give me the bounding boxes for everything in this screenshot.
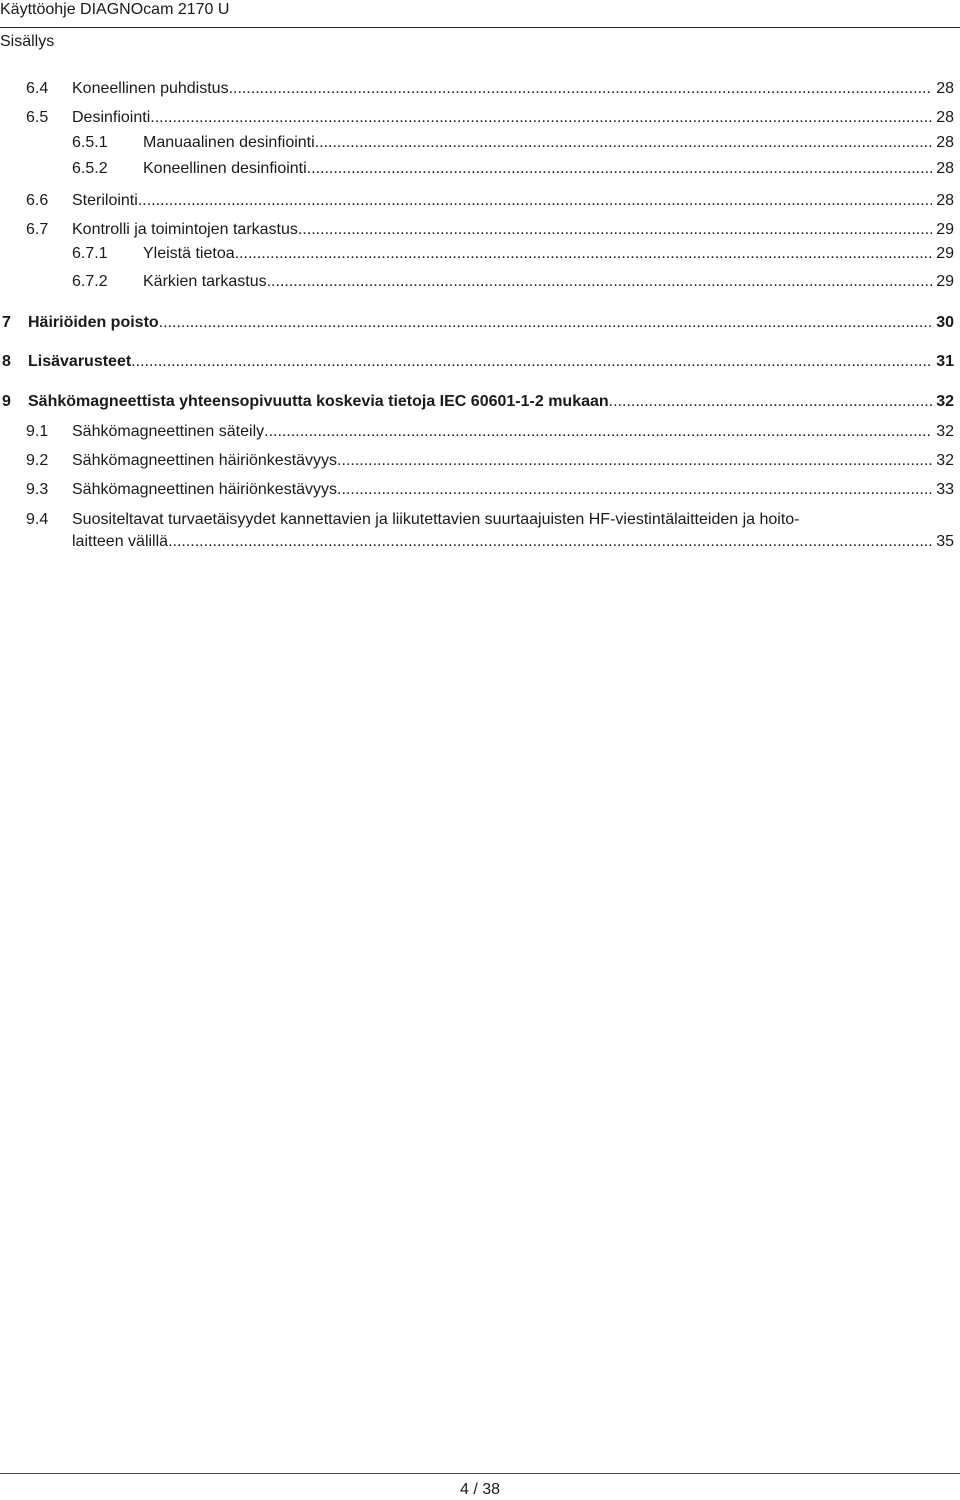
- toc-entry-number: 6.7: [26, 221, 49, 238]
- toc-entry-page: 29: [936, 273, 954, 290]
- footer-divider: [0, 1473, 960, 1474]
- toc-entry-page: 33: [936, 481, 954, 498]
- toc-entry-page: 32: [936, 393, 954, 410]
- toc-entry-page: 31: [936, 353, 954, 370]
- toc-entry-number: 8: [2, 353, 11, 370]
- toc-entry-number: 9.2: [26, 452, 49, 469]
- toc-entry-title: Koneellinen puhdistus: [72, 80, 229, 97]
- toc-entry[interactable]: [72, 532, 954, 552]
- toc-entry-title: Desinfiointi: [72, 109, 151, 126]
- toc-entry[interactable]: [26, 79, 954, 99]
- toc-entry[interactable]: [2, 352, 954, 372]
- toc-entry-number: 6.6: [26, 192, 49, 209]
- toc-entry-title: Kontrolli ja toimintojen tarkastus: [72, 221, 298, 238]
- toc-entry-page: 32: [936, 423, 954, 440]
- toc-leader-dots: [315, 133, 933, 153]
- toc-entry-title: Lisävarusteet: [28, 353, 132, 370]
- toc-leader-dots: [264, 422, 932, 442]
- toc-entry-page: 29: [936, 245, 954, 262]
- toc-entry-title-line2: laitteen välillä: [72, 533, 169, 550]
- toc-entry-page: 28: [936, 160, 954, 177]
- toc-leader-dots: [337, 480, 932, 500]
- toc-entry[interactable]: [26, 451, 954, 471]
- toc-entry-title: Sähkömagneettista yhteensopivuutta koskevia tietoja IEC 60601-1-2 mukaan: [28, 393, 609, 410]
- toc-entry-number: 9.4: [26, 511, 49, 528]
- toc-entry-title: Sähkömagneettinen häiriönkestävyys: [72, 481, 338, 498]
- toc-entry[interactable]: [26, 422, 954, 442]
- toc-leader-dots: [298, 220, 932, 240]
- toc-entry-title: Manuaalinen desinfiointi: [143, 134, 315, 151]
- toc-entry-number: 6.5.1: [72, 134, 108, 151]
- toc-leader-dots: [235, 244, 933, 264]
- toc-entry[interactable]: [26, 191, 954, 211]
- toc-entry-number: 6.5: [26, 109, 49, 126]
- toc-entry-page: 28: [936, 80, 954, 97]
- toc-entry-number: 6.7.2: [72, 273, 108, 290]
- toc-entry-title: Suositeltavat turvaetäisyydet kannettavien ja liikutettavien suurtaajuisten HF-viestintälaitteiden ja hoito-: [72, 511, 800, 528]
- toc-entry-number: 6.7.1: [72, 245, 108, 262]
- toc-entry-page: 28: [936, 109, 954, 126]
- toc-entry-number: 6.5.2: [72, 160, 108, 177]
- toc-entry-number: 9.3: [26, 481, 49, 498]
- toc-entry-number: 9.1: [26, 423, 49, 440]
- toc-entry[interactable]: [26, 480, 954, 500]
- toc-entry-page: 29: [936, 221, 954, 238]
- toc-entry-title: Sähkömagneettinen häiriönkestävyys: [72, 452, 338, 469]
- toc-entry-title: Kärkien tarkastus: [143, 273, 267, 290]
- toc-entry[interactable]: [26, 220, 954, 240]
- toc-entry[interactable]: [2, 313, 954, 333]
- toc-entry-page: 32: [936, 452, 954, 469]
- toc-entry-title: Yleistä tietoa: [143, 245, 235, 262]
- document-title: Käyttöohje DIAGNOcam 2170 U: [0, 1, 230, 18]
- toc-leader-dots: [159, 313, 933, 333]
- toc-entry-number: 7: [2, 314, 11, 331]
- toc-entry-page: 35: [936, 533, 954, 550]
- section-title: Sisällys: [0, 33, 55, 50]
- toc-entry-number: 9: [2, 393, 11, 410]
- toc-leader-dots: [131, 352, 932, 372]
- toc-entry[interactable]: [26, 108, 954, 128]
- toc-entry-title: Sterilointi: [72, 192, 138, 209]
- toc-entry[interactable]: [72, 133, 954, 153]
- toc-leader-dots: [229, 79, 933, 99]
- toc-entry-number: 6.4: [26, 80, 49, 97]
- toc-entry-title: Sähkömagneettinen säteily: [72, 423, 265, 440]
- toc-entry-page: 30: [936, 314, 954, 331]
- toc-leader-dots: [150, 108, 932, 128]
- toc-leader-dots: [307, 159, 933, 179]
- header-divider: [0, 27, 960, 28]
- toc-entry[interactable]: [72, 244, 954, 264]
- toc-leader-dots: [168, 532, 932, 552]
- toc-leader-dots: [267, 272, 933, 292]
- page-indicator: 4 / 38: [459, 1481, 501, 1498]
- toc-entry[interactable]: [72, 159, 954, 179]
- toc-entry-title: Koneellinen desinfiointi: [143, 160, 307, 177]
- toc-leader-dots: [138, 191, 932, 211]
- toc-entry[interactable]: [2, 392, 954, 412]
- toc-leader-dots: [609, 392, 933, 412]
- toc-entry-title-line1[interactable]: [26, 510, 800, 530]
- toc-entry-title: Häiriöiden poisto: [28, 314, 159, 331]
- toc-entry[interactable]: [72, 272, 954, 292]
- toc-entry-page: 28: [936, 134, 954, 151]
- toc-entry-page: 28: [936, 192, 954, 209]
- toc-leader-dots: [337, 451, 932, 471]
